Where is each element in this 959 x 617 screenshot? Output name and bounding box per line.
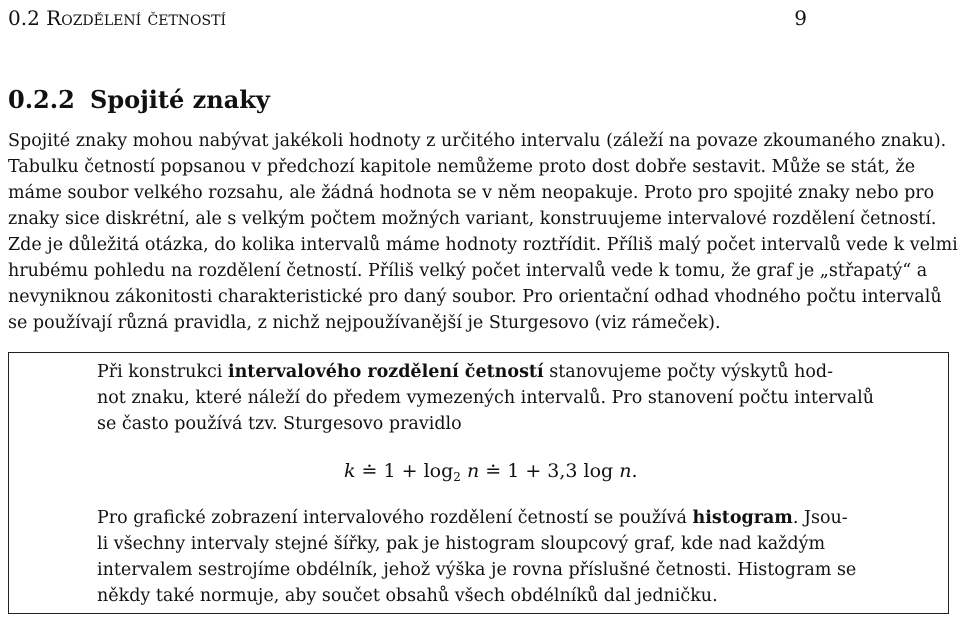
- running-head-section-title: Rozdělení četností: [46, 6, 226, 30]
- paragraph-line: se používají různá pravidla, z nichž nejpoužívanější je Sturgesovo (viz rámeček).: [8, 313, 721, 333]
- section-title: Spojité znaky: [90, 85, 270, 114]
- sturges-rule-box: [8, 352, 949, 614]
- formula-n: n: [619, 460, 632, 482]
- paragraph-line: Tabulku četností popsanou v předchozí kapitole nemůžeme proto dost dobře sestavit. Může se stát, že: [8, 157, 916, 177]
- running-head: [8, 0, 948, 36]
- paragraph-line: Zde je důležitá otázka, do kolika intervalů máme hodnoty roztřídit. Příliš malý počet intervalů vede k velmi: [8, 235, 958, 255]
- formula-part: ≐ 1 + log: [355, 460, 454, 482]
- box-line: se často používá tzv. Sturgesovo pravidlo: [97, 414, 462, 434]
- box-text: . Jsou-: [792, 508, 848, 528]
- paragraph-line: Spojité znaky mohou nabývat jakékoli hodnoty z určitého intervalu (záleží na povaze zkoumaného znaku).: [8, 131, 947, 151]
- paragraph-line: máme soubor velkého rozsahu, ale žádná hodnota se v něm neopakuje. Proto pro spojité znaky nebo pro: [8, 183, 935, 203]
- paragraph-line: znaky sice diskrétní, ale s velkým počtem možných variant, konstruujeme intervalové rozdělení četností.: [8, 209, 937, 229]
- box-text: Při konstrukci: [97, 362, 228, 382]
- box-line: někdy také normuje, aby součet obsahů všech obdélníků dal jedničku.: [97, 586, 718, 606]
- term-interval-distribution: intervalového rozdělení četností: [227, 362, 544, 382]
- formula-n: n: [460, 460, 480, 482]
- paragraph-line: nevyniknou zákonitosti charakteristické pro daný soubor. Pro orientační odhad vhodného počtu intervalů: [8, 287, 942, 307]
- section-heading: [8, 84, 270, 116]
- formula-part: ≐ 1 + 3,3 log: [479, 460, 620, 482]
- term-histogram: histogram: [692, 508, 793, 528]
- running-head-title: [8, 0, 226, 36]
- paragraph-line: hrubému pohledu na rozdělení četností. Příliš velký počet intervalů vede k tomu, že graf je „střapatý“ a: [8, 261, 928, 281]
- sturges-formula: [344, 457, 638, 491]
- box-line: [97, 505, 848, 531]
- section-number: 0.2.2: [8, 85, 75, 114]
- box-text: Pro grafické zobrazení intervalového rozdělení četností se používá: [97, 508, 693, 528]
- running-head-section-number: 0.2: [8, 6, 40, 30]
- box-line: li všechny intervaly stejné šířky, pak je histogram sloupcový graf, kde nad každým: [97, 534, 826, 554]
- box-line: [97, 359, 833, 385]
- page-number: 9: [794, 6, 807, 30]
- formula-period: .: [631, 460, 638, 482]
- box-text: stanovujeme počty výskytů hod-: [543, 362, 833, 382]
- box-line: not znaku, které náleží do předem vymezených intervalů. Pro stanovení počtu intervalů: [97, 388, 874, 408]
- formula-k: k: [344, 460, 356, 482]
- box-line: intervalem sestrojíme obdélník, jehož výška je rovna příslušné četnosti. Histogram se: [97, 560, 857, 580]
- formula-log-base: 2: [453, 470, 461, 484]
